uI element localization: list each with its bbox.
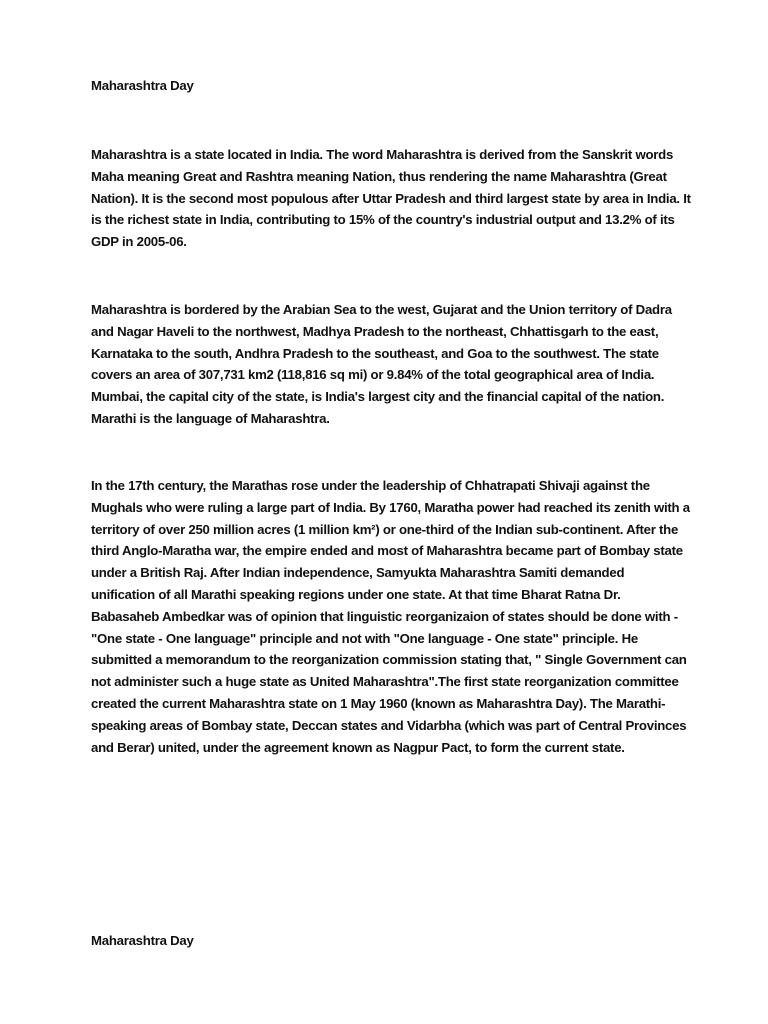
document-title: Maharashtra Day — [91, 78, 194, 93]
paragraph-history: In the 17th century, the Marathas rose under the leadership of Chhatrapati Shivaji against the Mughals who were ruling a large part of India. By 1760, Maratha power had reached its zenith with a territory of over 250 million acres (1 million km²) or one-third of the Indian sub-continent. After the third Anglo-Maratha war, the empire ended and most of Maharashtra became part of Bombay state under a British Raj. After Indian independence, Samyukta Maharashtra Samiti demanded unification of all Marathi speaking regions under one state. At that time Bharat Ratna Dr. Babasaheb Ambedkar was of opinion that linguistic reorganizaion of states should be done with - "One state - One language" principle and not with "One language - One state" principle. He submitted a memorandum to the reorganization commission stating that, " Single Government can not administer such a huge state as United Maharashtra".The first state reorganization committee created the current Maharashtra state on 1 May 1960 (known as Maharashtra Day). The Marathi-speaking areas of Bombay state, Deccan states and Vidarbha (which was part of Central Provinces and Berar) united, under the agreement known as Nagpur Pact, to form the current state. — [91, 478, 690, 755]
document-footer-title: Maharashtra Day — [91, 933, 194, 948]
paragraph-intro: Maharashtra is a state located in India. The word Maharashtra is derived from the Sanskrit words Maha meaning Great and Rashtra meaning Nation, thus rendering the name Maharashtra (Great Nation). It is the second most populous after Uttar Pradesh and third largest state by area in India. It is the richest state in India, contributing to 15% of the country's industrial output and 13.2% of its GDP in 2005-06. — [91, 147, 691, 250]
paragraph-geography: Maharashtra is bordered by the Arabian Sea to the west, Gujarat and the Union territory of Dadra and Nagar Haveli to the northwest, Madhya Pradesh to the northeast, Chhattisgarh to the east, Karnataka to the south, Andhra Pradesh to the southeast, and Goa to the southwest. The state covers an area of 307,731 km2 (118,816 sq mi) or 9.84% of the total geographical area of India. Mumbai, the capital city of the state, is India's largest city and the financial capital of the nation. Marathi is the language of Maharashtra. — [91, 302, 672, 426]
